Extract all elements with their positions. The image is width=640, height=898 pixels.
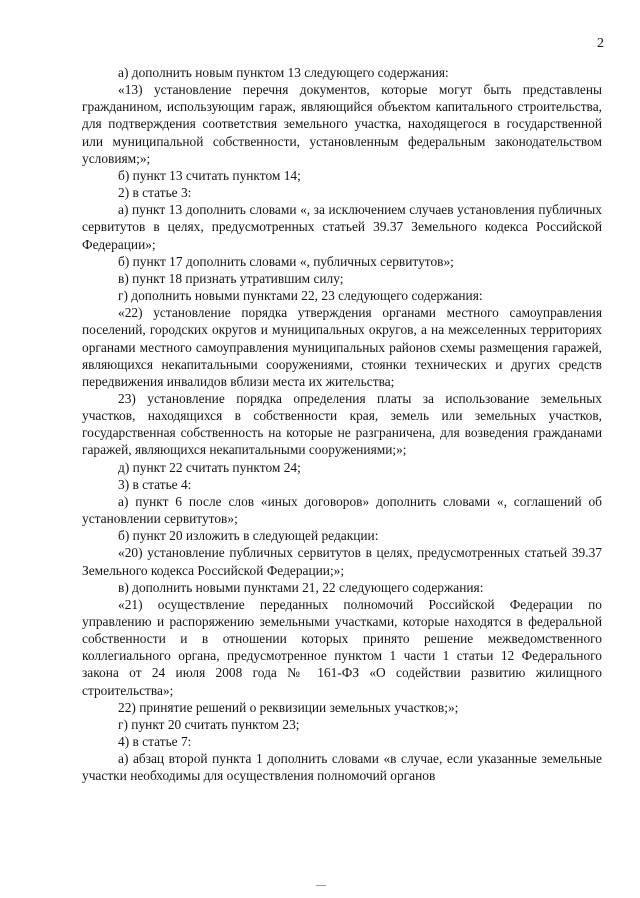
paragraph: 4) в статье 7:: [118, 734, 192, 750]
footer-mark: [316, 885, 326, 886]
paragraph: 22) принятие решений о реквизиции земельных участков;»;: [118, 699, 459, 715]
paragraph: д) пункт 22 считать пунктом 24;: [118, 459, 301, 475]
paragraph: «21) осуществление переданных полномочий Российской Федерации по управлению и распоряжению земельными участками, которые находятся в федеральной собственности и в отношении которых принято решение межведомственного коллегиального органа, предусмотренное пунктом 1 части 1 статьи 12 Федерального закона от 24 июля 2008 года № 161-ФЗ «О содействии развитию жилищного строительства»;: [82, 596, 602, 698]
paragraph: а) пункт 13 дополнить словами «, за исключением случаев установления публичных сервитутов в целях, предусмотренных статьей 39.37 Земельного кодекса Российской Федерации»;: [82, 202, 602, 252]
paragraph: «22) установление порядка утверждения органами местного самоуправления поселений, городских округов и муниципальных округов, а на межселенных территориях органами местного самоуправления муниципальных районов схемы размещения гаражей, являющихся некапитальными сооружениями, стоянки технических и других средств передвижения инвалидов вблизи места их жительства;: [82, 305, 602, 389]
paragraph: 2) в статье 3:: [118, 185, 192, 201]
paragraph: б) пункт 13 считать пунктом 14;: [118, 167, 301, 183]
paragraph: г) дополнить новыми пунктами 22, 23 следующего содержания:: [118, 288, 483, 304]
paragraph: г) пункт 20 считать пунктом 23;: [118, 716, 300, 732]
paragraph: б) пункт 17 дополнить словами «, публичных сервитутов»;: [118, 253, 454, 269]
document-body: [82, 64, 602, 785]
paragraph: «20) установление публичных сервитутов в целях, предусмотренных статьей 39.37 Земельного кодекса Российской Федерации;»;: [82, 545, 602, 578]
paragraph: 3) в статье 4:: [118, 476, 192, 492]
paragraph: а) абзац второй пункта 1 дополнить словами «в случае, если указанные земельные участки необходимы для осуществления полномочий органов: [82, 751, 602, 784]
paragraph: 23) установление порядка определения платы за использование земельных участков, находящихся в собственности края, земель или земельных участков, государственная собственность на которые не разграничена, для возведения гражданами гаражей, являющихся некапитальными сооружениями;»;: [82, 390, 602, 458]
paragraph: «13) установление перечня документов, которые могут быть представлены гражданином, использующим гараж, являющийся объектом капитального строительства, для подтверждения соответствия земельного участка, находящегося в государственной или муниципальной собственности, установленным федеральным законодательством условиям;»;: [82, 82, 602, 166]
paragraph: б) пункт 20 изложить в следующей редакции:: [118, 528, 379, 544]
paragraph: в) пункт 18 признать утратившим силу;: [118, 270, 344, 286]
paragraph: в) дополнить новыми пунктами 21, 22 следующего содержания:: [118, 579, 484, 595]
page-number: 2: [597, 36, 604, 51]
paragraph: а) пункт 6 после слов «иных договоров» дополнить словами «, соглашений об установлении сервитутов»;: [82, 493, 602, 527]
paragraph: а) дополнить новым пунктом 13 следующего содержания:: [118, 65, 449, 80]
